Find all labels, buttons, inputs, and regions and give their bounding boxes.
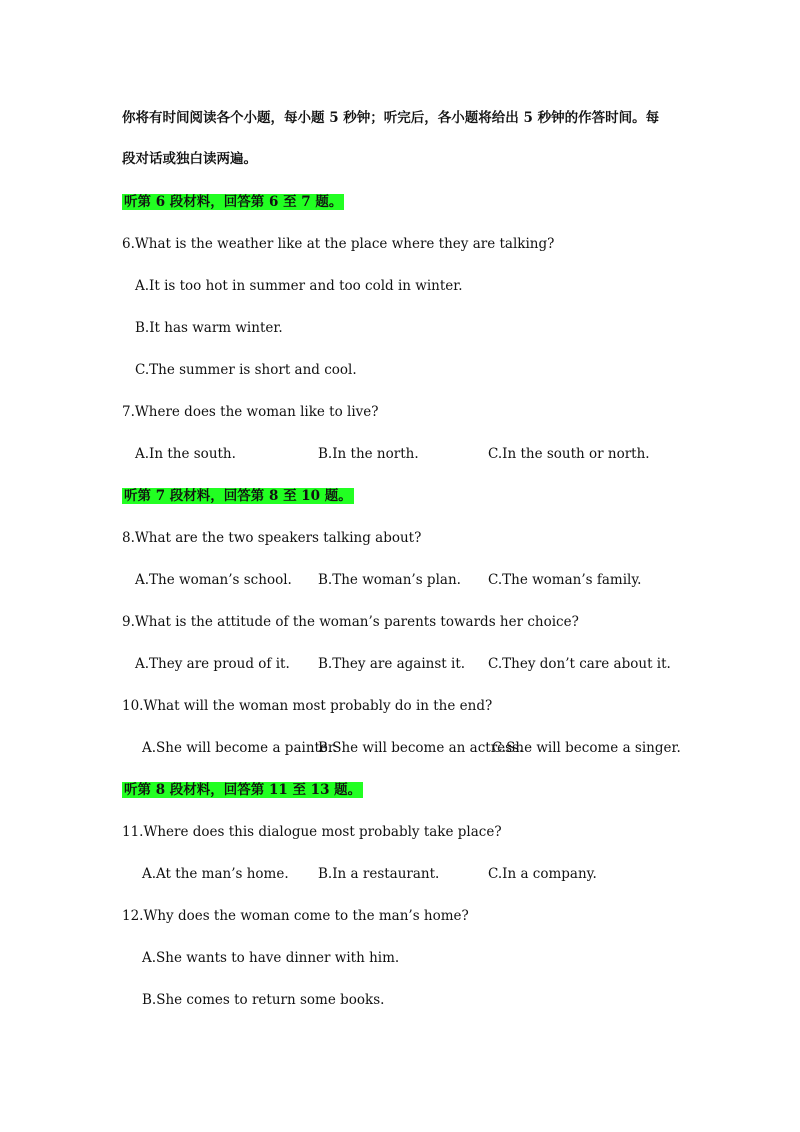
question-7-option-c: C.In the south or north. xyxy=(488,446,650,462)
section-heading-text: 听第 8 段材料，回答第 11 至 13 题。 xyxy=(124,782,362,798)
question-11-stem: 11.Where does this dialogue most probably take place? xyxy=(122,824,502,840)
section-heading-text: 听第 6 段材料，回答第 6 至 7 题。 xyxy=(124,194,343,210)
question-6-option-c: C.The summer is short and cool. xyxy=(135,362,357,378)
question-10-option-b: B.She will become an actress. xyxy=(318,740,524,756)
question-9-option-b: B.They are against it. xyxy=(318,656,466,672)
question-6-option-a: A.It is too hot in summer and too cold in winter. xyxy=(135,278,463,294)
question-7-stem: 7.Where does the woman like to live? xyxy=(122,404,379,420)
question-12-stem: 12.Why does the woman come to the man’s home? xyxy=(122,908,469,924)
question-6-option-b: B.It has warm winter. xyxy=(135,320,283,336)
section-heading-text: 听第 7 段材料，回答第 8 至 10 题。 xyxy=(124,488,352,504)
question-11-option-a: A.At the man’s home. xyxy=(142,866,289,882)
instructions-line-2: 段对话或独白读两遍。 xyxy=(122,151,257,167)
instructions-line-1: 你将有时间阅读各个小题，每小题 5 秒钟；听完后，各小题将给出 5 秒钟的作答时间。每 xyxy=(122,110,660,126)
question-7-option-a: A.In the south. xyxy=(135,446,236,462)
question-9-stem: 9.What is the attitude of the woman’s parents towards her choice? xyxy=(122,614,579,630)
question-11-option-b: B.In a restaurant. xyxy=(318,866,440,882)
question-11-option-c: C.In a company. xyxy=(488,866,597,882)
question-9-option-c: C.They don’t care about it. xyxy=(488,656,671,672)
question-8-option-a: A.The woman’s school. xyxy=(135,572,292,588)
question-8-stem: 8.What are the two speakers talking about? xyxy=(122,530,422,546)
section-heading-6 xyxy=(122,193,344,211)
question-6-stem: 6.What is the weather like at the place where they are talking? xyxy=(122,236,555,252)
question-10-stem: 10.What will the woman most probably do in the end? xyxy=(122,698,493,714)
section-heading-8 xyxy=(122,781,363,799)
question-12-option-b: B.She comes to return some books. xyxy=(142,992,385,1008)
question-12-option-a: A.She wants to have dinner with him. xyxy=(142,950,400,966)
question-8-option-b: B.The woman’s plan. xyxy=(318,572,461,588)
question-9-option-a: A.They are proud of it. xyxy=(135,656,290,672)
question-7-option-b: B.In the north. xyxy=(318,446,419,462)
question-10-option-a: A.She will become a painter. xyxy=(142,740,338,756)
section-heading-7 xyxy=(122,487,354,505)
question-10-option-c: C.She will become a singer. xyxy=(492,740,681,756)
question-8-option-c: C.The woman’s family. xyxy=(488,572,642,588)
